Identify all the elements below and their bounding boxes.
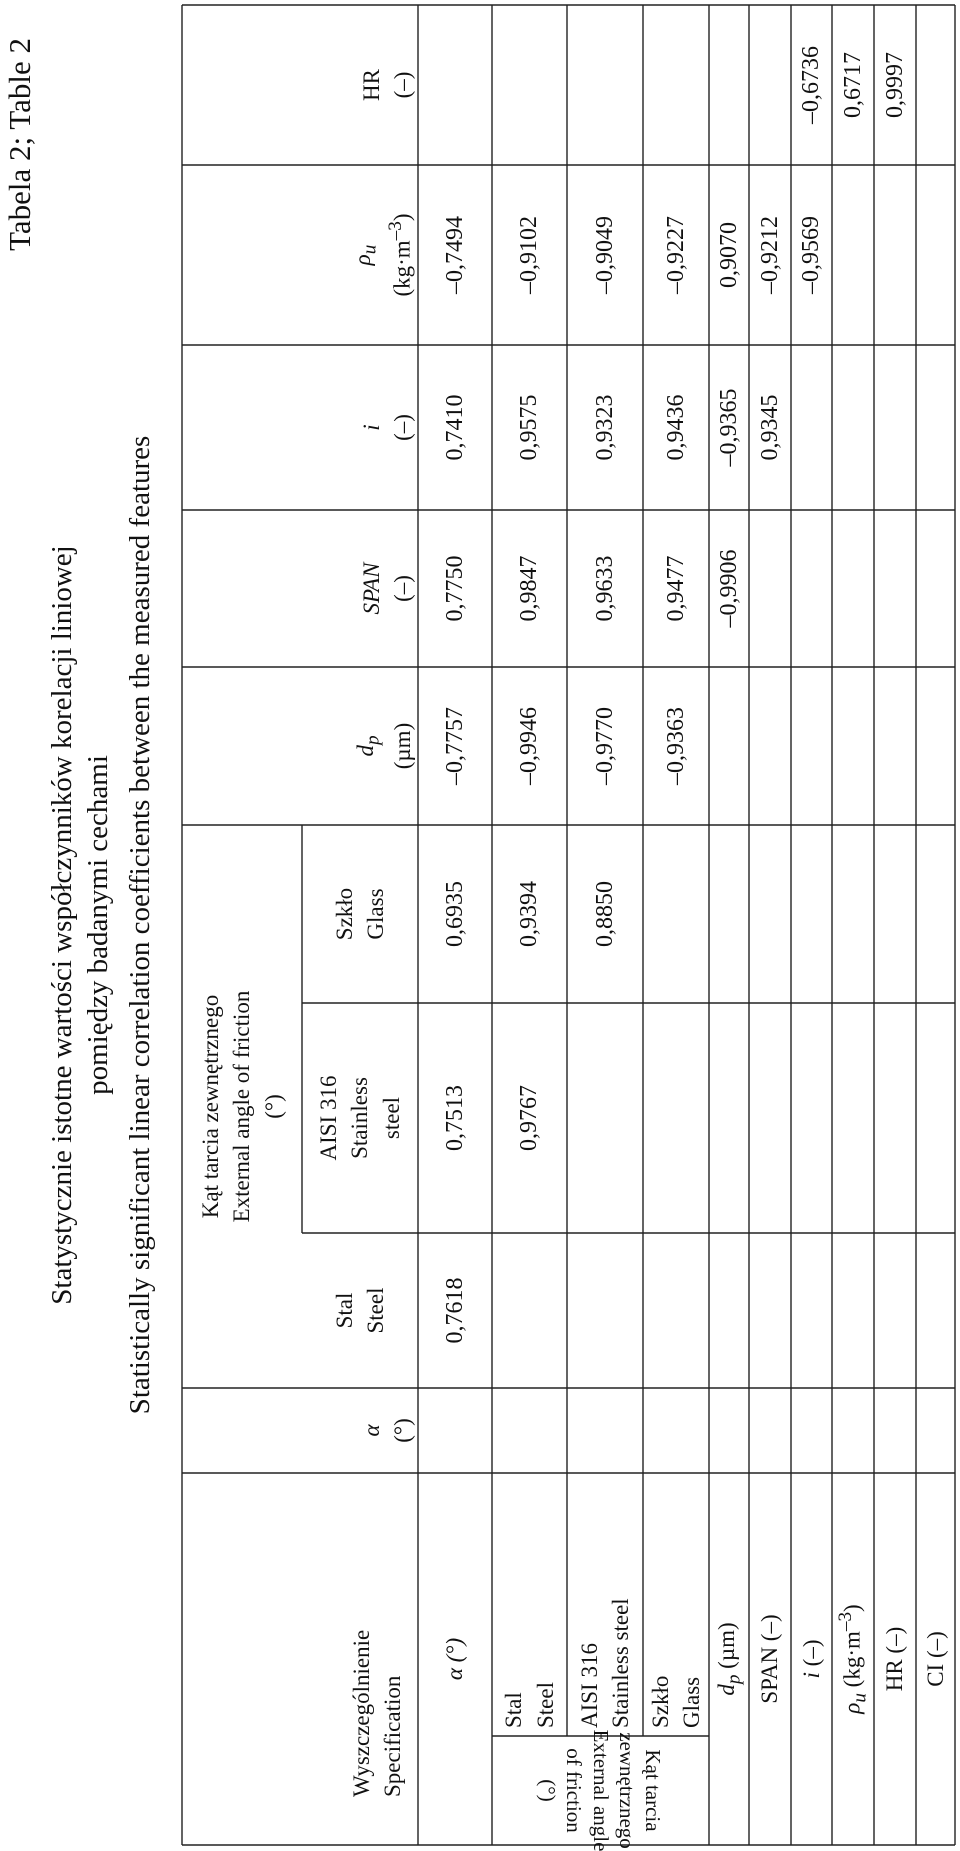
row-ci-label: CI (–) (922, 1631, 948, 1687)
cell-hr-ci: 0,9997 (881, 52, 908, 118)
cell-rho-hr: 0,6717 (839, 52, 866, 118)
cell-alpha-glass: 0,6935 (441, 881, 468, 947)
header-dp-unit: (µm) (389, 722, 415, 770)
header-rho (182, 165, 428, 345)
header-rho-sub: u (359, 244, 381, 255)
caption-line-1: Statystycznie istotne wartości współczynników korelacji liniowej (46, 545, 78, 1305)
row-glass-en: Glass (679, 1676, 704, 1728)
row-header-glass (643, 1473, 709, 1736)
cell-aisi-rho: –0,9049 (591, 216, 618, 294)
cell-glass-dp: –0,9363 (662, 707, 689, 785)
row-group-l1: Kąt tarcia (641, 1749, 666, 1832)
header-i-unit: (–) (389, 414, 415, 441)
header-rho-symbol: ρ (349, 254, 375, 266)
row-steel-en: Steel (532, 1682, 558, 1728)
cell-dp-i: –0,9365 (715, 388, 742, 467)
row-group-l4: of friction (562, 1748, 587, 1833)
header-glass-pl: Szkło (331, 887, 357, 941)
cell-alpha-i: 0,7410 (441, 394, 468, 461)
row-header-alpha (418, 1473, 492, 1845)
cell-alpha-aisi: 0,7513 (441, 1085, 468, 1151)
cell-alpha-steel: 0,7618 (441, 1277, 468, 1344)
caption-line-2: pomiędzy badanymi cechami (82, 755, 114, 1095)
row-header-hr (874, 1473, 916, 1845)
header-span-unit: (–) (389, 575, 415, 602)
cell-alpha-dp: –0,7757 (441, 707, 468, 785)
row-aisi-en: Stainless steel (608, 1598, 633, 1728)
cell-aisi-span: 0,9633 (591, 555, 618, 622)
header-friction-title-en: External angle of friction (229, 990, 255, 1223)
header-hr-symbol: HR (358, 69, 384, 101)
row-group-unit: (°) (536, 1779, 561, 1802)
cell-steel-dp: –0,9946 (516, 707, 543, 785)
header-rho-symbol-wrap (347, 245, 383, 266)
header-hr (182, 5, 428, 165)
row-alpha-label: α (°) (442, 1637, 468, 1681)
row-header-steel (492, 1473, 567, 1736)
cell-dp-span: –0,9906 (715, 549, 742, 628)
header-span (182, 510, 428, 667)
row-header-dp (709, 1473, 749, 1845)
row-aisi-pl: AISI 316 (576, 1643, 602, 1728)
header-hr-unit: (–) (389, 71, 415, 99)
cell-glass-rho: –0,9227 (662, 216, 689, 294)
cell-dp-rho: 0,9070 (715, 222, 742, 288)
cell-alpha-span: 0,7750 (441, 555, 468, 622)
header-friction-steel (302, 1233, 418, 1388)
header-rho-unit-post: ) (389, 213, 415, 222)
header-dp-sub: p (363, 735, 385, 746)
header-friction-aisi (302, 1003, 418, 1233)
header-steel-en: Steel (363, 1287, 388, 1334)
cell-i-hr: –0,6736 (798, 46, 825, 124)
cell-i-rho: –0,9569 (798, 216, 825, 294)
header-steel-pl: Stal (331, 1292, 357, 1329)
table-label: Tabela 2; Table 2 (2, 38, 37, 251)
row-glass-pl: Szkło (647, 1675, 673, 1728)
row-header-ci (916, 1473, 955, 1845)
row-i-label: i (–) (798, 1639, 824, 1679)
cell-steel-aisi: 0,9767 (516, 1085, 543, 1151)
row-group-l2: zewnętrznego (614, 1732, 639, 1849)
header-spec-pl: Wyszczególnienie (348, 1629, 374, 1797)
cell-span-rho: –0,9212 (756, 216, 783, 294)
row-header-rho (832, 1473, 874, 1845)
cell-steel-span: 0,9847 (516, 555, 543, 622)
header-span-symbol: SPAN (358, 562, 384, 615)
cell-steel-glass: 0,9394 (516, 881, 543, 947)
header-i-symbol: i (358, 424, 384, 431)
header-friction-unit: (°) (260, 1094, 286, 1119)
row-span-label: SPAN (–) (757, 1614, 783, 1704)
row-steel-pl: Stal (501, 1692, 527, 1728)
header-spec-en: Specification (379, 1675, 405, 1797)
header-dp-symbol: d (353, 745, 379, 757)
row-hr-label: HR (–) (882, 1626, 908, 1692)
cell-alpha-rho: –0,7494 (441, 216, 468, 294)
header-aisi-l3: steel (378, 1096, 404, 1140)
cell-aisi-i: 0,9323 (591, 394, 618, 461)
cell-steel-i: 0,9575 (516, 394, 543, 461)
header-rho-unit-sup: –3 (385, 221, 407, 241)
header-friction-group (182, 825, 302, 1388)
caption-line-3: Statistically significant linear correlation coefficients between the measured features (124, 435, 156, 1415)
header-alpha (182, 1388, 428, 1473)
row-header-span (749, 1473, 791, 1845)
header-dp (182, 667, 428, 825)
header-i (182, 345, 428, 510)
row-rho-label: $\rho_u$ $(kg\cdot m^{-3})$ (834, 1604, 871, 1714)
header-specification (182, 1473, 418, 1845)
cell-glass-span: 0,9477 (662, 555, 689, 622)
header-aisi-l2: Stainless (347, 1077, 373, 1159)
cell-aisi-dp: –0,9770 (591, 707, 618, 785)
header-friction-title-pl: Kąt tarcia zewnętrznego (198, 994, 224, 1219)
header-rho-unit (383, 213, 418, 296)
row-group-l3: External angle (588, 1729, 613, 1851)
cell-aisi-glass: 0,8850 (591, 881, 618, 947)
row-header-friction-group (492, 1729, 709, 1851)
cell-span-i: 0,9345 (756, 394, 783, 461)
row-header-aisi (567, 1473, 643, 1736)
header-dp-symbol-wrap (350, 735, 386, 756)
cell-steel-rho: –0,9102 (516, 216, 543, 294)
header-rho-unit-pre: (kg·m (389, 240, 415, 297)
header-alpha-unit: (°) (389, 1418, 415, 1443)
header-glass-en: Glass (363, 888, 388, 940)
header-friction-glass (302, 825, 418, 1003)
row-dp-label: $d_p$ (µm) (713, 1622, 745, 1696)
row-header-i (791, 1473, 832, 1845)
header-alpha-symbol: α (358, 1424, 384, 1437)
cell-glass-i: 0,9436 (662, 394, 689, 461)
header-aisi-l1: AISI 316 (316, 1075, 342, 1161)
